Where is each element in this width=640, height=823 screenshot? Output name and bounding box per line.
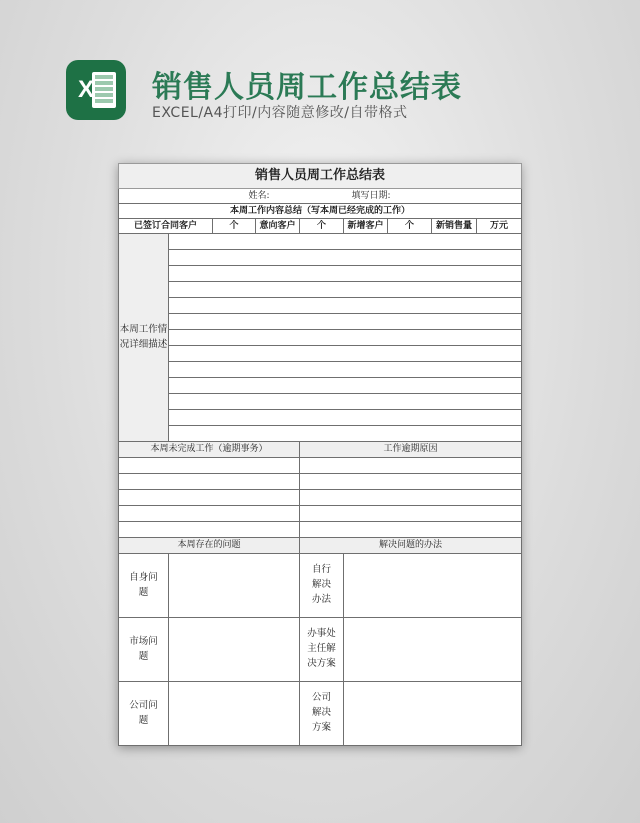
- detail-row: [119, 266, 522, 282]
- detail-row: [119, 394, 522, 410]
- detail-line[interactable]: [169, 234, 522, 250]
- worksheet-preview: [118, 163, 521, 746]
- overdue-cell[interactable]: [300, 458, 522, 474]
- overdue-cell[interactable]: [300, 522, 522, 538]
- detail-line[interactable]: [169, 362, 522, 378]
- detail-line[interactable]: [169, 250, 522, 266]
- problem-row: [119, 618, 522, 682]
- detail-row: [119, 378, 522, 394]
- detail-row: [119, 234, 522, 250]
- stat-label-intent: 意向客户: [256, 219, 300, 234]
- incomplete-cell[interactable]: [119, 506, 300, 522]
- solution-label-office: 办事处主任解决方案: [300, 618, 344, 682]
- stat-label-new: 新增客户: [344, 219, 388, 234]
- summary-table: [118, 163, 522, 746]
- detail-line[interactable]: [169, 330, 522, 346]
- stat-label-contracts: 已签订合同客户: [119, 219, 213, 234]
- detail-line[interactable]: [169, 314, 522, 330]
- excel-x-letter: X: [77, 76, 94, 103]
- problem-label-company: 公司问题: [119, 682, 169, 746]
- detail-row: [119, 250, 522, 266]
- sheet-title: 销售人员周工作总结表: [119, 164, 522, 189]
- detail-row: [119, 330, 522, 346]
- detail-line[interactable]: [169, 298, 522, 314]
- detail-line[interactable]: [169, 426, 522, 442]
- incomplete-cell[interactable]: [119, 458, 300, 474]
- detail-row: [119, 362, 522, 378]
- problem-label-market: 市场问题: [119, 618, 169, 682]
- detail-row: [119, 426, 522, 442]
- page-subtitle: EXCEL/A4打印/内容随意修改/自带格式: [152, 105, 408, 121]
- sheet-title-row: [119, 164, 522, 189]
- detail-row: [119, 314, 522, 330]
- problem-label-self: 自身问题: [119, 554, 169, 618]
- incomplete-row: [119, 490, 522, 506]
- detail-line[interactable]: [169, 410, 522, 426]
- excel-logo-icon: [66, 60, 126, 120]
- stat-label-sales: 新销售量: [432, 219, 477, 234]
- problem-row: [119, 554, 522, 618]
- detail-row: [119, 346, 522, 362]
- page-title: 销售人员周工作总结表: [152, 70, 462, 105]
- header-banner: [0, 0, 640, 150]
- solution-cell-office[interactable]: [344, 618, 522, 682]
- detail-label: 本周工作情况详细描述: [119, 234, 169, 442]
- incomplete-header: 本周未完成工作（逾期事务）: [119, 442, 300, 458]
- date-label: 填写日期:: [300, 189, 522, 204]
- stats-row: [119, 219, 522, 234]
- incomplete-row: [119, 506, 522, 522]
- detail-line[interactable]: [169, 266, 522, 282]
- stat-unit-new: 个: [388, 219, 432, 234]
- problems-header: 本周存在的问题: [119, 538, 300, 554]
- solution-cell-company[interactable]: [344, 682, 522, 746]
- problem-cell-company[interactable]: [169, 682, 300, 746]
- overdue-cell[interactable]: [300, 490, 522, 506]
- solution-cell-self[interactable]: [344, 554, 522, 618]
- overdue-cell[interactable]: [300, 474, 522, 490]
- name-date-row: [119, 189, 522, 204]
- incomplete-cell[interactable]: [119, 522, 300, 538]
- detail-line[interactable]: [169, 282, 522, 298]
- overdue-header: 工作逾期原因: [300, 442, 522, 458]
- name-label: 姓名:: [119, 189, 300, 204]
- solutions-header: 解决问题的办法: [300, 538, 522, 554]
- stat-unit-intent: 个: [300, 219, 344, 234]
- problem-row: [119, 682, 522, 746]
- incomplete-row: [119, 458, 522, 474]
- incomplete-cell[interactable]: [119, 474, 300, 490]
- detail-row: [119, 410, 522, 426]
- summary-header: 本周工作内容总结（写本周已经完成的工作）: [119, 204, 522, 219]
- stat-unit-sales: 万元: [477, 219, 522, 234]
- problem-cell-self[interactable]: [169, 554, 300, 618]
- incomplete-header-row: [119, 442, 522, 458]
- detail-row: [119, 298, 522, 314]
- detail-line[interactable]: [169, 378, 522, 394]
- problems-header-row: [119, 538, 522, 554]
- incomplete-cell[interactable]: [119, 490, 300, 506]
- detail-line[interactable]: [169, 394, 522, 410]
- solution-label-company: 公司解决方案: [300, 682, 344, 746]
- detail-row: [119, 282, 522, 298]
- summary-header-row: [119, 204, 522, 219]
- stat-unit-contracts: 个: [213, 219, 256, 234]
- incomplete-row: [119, 474, 522, 490]
- detail-line[interactable]: [169, 346, 522, 362]
- overdue-cell[interactable]: [300, 506, 522, 522]
- solution-label-self: 自行解决办法: [300, 554, 344, 618]
- incomplete-row: [119, 522, 522, 538]
- problem-cell-market[interactable]: [169, 618, 300, 682]
